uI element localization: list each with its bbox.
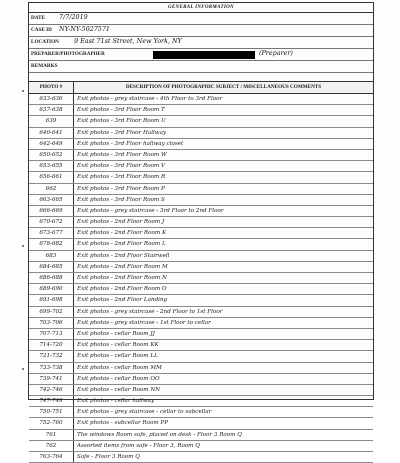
redaction-box	[153, 51, 255, 59]
date-row	[29, 13, 373, 25]
date-label: DATE	[31, 15, 46, 21]
table-row	[29, 105, 373, 116]
photo-description: The windows Room safe, placed on desk - Floor 3 Room Q	[77, 431, 242, 438]
section-title: GENERAL INFORMATION	[29, 3, 373, 13]
table-row	[29, 307, 373, 318]
photo-description: Exit photos - 3rd Floor Hallway	[77, 129, 167, 136]
photo-number: 666-669	[29, 206, 74, 216]
photo-description: Exit photos - 3rd Floor Room S	[77, 196, 165, 203]
photo-number: 747-749	[29, 396, 74, 406]
table-row	[29, 239, 373, 250]
photo-number: 739-741	[29, 374, 74, 384]
margin-mark	[22, 245, 24, 247]
photo-description: Exit photos - 2nd Floor Room K	[77, 230, 167, 237]
photo-number: 670-672	[29, 217, 74, 227]
table-row	[29, 94, 373, 105]
preparer-suffix: (Preparer)	[259, 49, 293, 57]
table-row	[29, 374, 373, 385]
photo-number: 742-746	[29, 385, 74, 395]
photo-description: Exit photos - cellar Room JJ	[77, 330, 155, 337]
photo-description: Exit photos - 2nd Floor Stairwell	[77, 252, 170, 259]
photo-number: 639	[29, 116, 74, 126]
photo-number: 640-641	[29, 128, 74, 138]
table-row	[29, 228, 373, 239]
location-label: LOCATION	[31, 39, 59, 45]
photo-number: 721-732	[29, 351, 74, 361]
table-row	[29, 295, 373, 306]
table-row	[29, 161, 373, 172]
table-row	[29, 217, 373, 228]
photo-number: 686-688	[29, 273, 74, 283]
table-row	[29, 128, 373, 139]
photo-description: Exit photos - grey staircase - cellar to subcellar	[77, 409, 212, 416]
photo-number: 650-652	[29, 150, 74, 160]
table-header	[29, 82, 373, 94]
table-row	[29, 351, 373, 362]
table-row	[29, 184, 373, 195]
photo-number: 762	[29, 441, 74, 451]
preparer-label: PREPARER/PHOTOGRAPHER	[31, 51, 105, 57]
location-value: 9 East 71st Street, New York, NY	[74, 37, 182, 45]
photo-number: 663-665	[29, 195, 74, 205]
photo-number: 763-764	[29, 452, 74, 462]
photo-number: 656-661	[29, 172, 74, 182]
photo-number: 733-738	[29, 363, 74, 373]
photo-number: 761	[29, 430, 74, 440]
table-row	[29, 441, 373, 452]
photo-description: Exit photos - 2nd Floor Room N	[77, 275, 167, 281]
photo-number: 703-706	[29, 318, 74, 328]
table-row	[29, 329, 373, 340]
photo-description: Exit photos - cellar Room MM	[77, 364, 162, 371]
photo-number: 673-677	[29, 228, 74, 238]
case-label: CASE ID	[31, 27, 52, 33]
photo-description: Exit photos - 3rd Floor Room U	[77, 118, 166, 125]
photo-number: 642-649	[29, 139, 74, 149]
photo-number: 637-638	[29, 105, 74, 115]
table-row	[29, 418, 373, 429]
photo-description: Safe - Floor 3 Room Q	[77, 454, 140, 460]
table-row	[29, 284, 373, 295]
table-row	[29, 407, 373, 418]
table-row	[29, 318, 373, 329]
table-row	[29, 251, 373, 262]
table-row	[29, 116, 373, 127]
photo-description: Exit photos - cellar Room LL	[77, 353, 158, 360]
photo-number: 678-682	[29, 239, 74, 249]
photo-description: Exit photos - 3rd Floor Room W	[77, 151, 167, 158]
photo-description: Exit photos - 2nd Floor Room J	[77, 219, 165, 226]
table-row	[29, 430, 373, 441]
photo-description: Exit photos - cellar Room NN	[77, 386, 161, 393]
photo-number: 662	[29, 184, 74, 194]
description-header: DESCRIPTION OF PHOTOGRAPHIC SUBJECT / MISCELLANEOUS COMMENTS	[125, 84, 322, 90]
photo-description: Assorted items from safe - Floor 3, Room Q	[77, 442, 200, 449]
table-row	[29, 452, 373, 463]
photo-description: Exit photos - 2nd Floor Landing	[77, 297, 168, 304]
table-row	[29, 172, 373, 183]
remarks-label: REMARKS	[31, 63, 58, 69]
table-row	[29, 273, 373, 284]
photo-number: 653-655	[29, 161, 74, 171]
photo-description: Exit photos - grey staircase - 1st Floor to cellar	[77, 319, 211, 326]
photo-number: 689-690	[29, 284, 74, 294]
table-row	[29, 396, 373, 407]
photo-description: Exit photos - 3rd Floor Room R	[77, 174, 166, 181]
photo-number: 752-760	[29, 418, 74, 428]
location-row	[29, 37, 373, 49]
preparer-row	[29, 49, 373, 61]
photo-number: 683	[29, 251, 74, 261]
date-value: 7/7/2019	[59, 13, 88, 21]
table-row	[29, 195, 373, 206]
photo-description: Exit photos - 3rd Floor Room V	[77, 163, 166, 170]
photo-description: Exit photos - 2nd Floor Room O	[77, 286, 167, 293]
table-row	[29, 385, 373, 396]
photo-description: Exit photos - 3rd Floor hallway closet	[77, 140, 184, 147]
photo-description: Exit photos - grey staircase - 2nd Floor to 1st Floor	[77, 308, 223, 315]
margin-mark	[22, 368, 24, 370]
table-row	[29, 206, 373, 217]
photo-number: 691-698	[29, 295, 74, 305]
photo-number: 714-720	[29, 340, 74, 350]
photo-log-table	[29, 94, 373, 463]
table-row	[29, 363, 373, 374]
photo-number: 699-702	[29, 307, 74, 317]
photo-number: 684-685	[29, 262, 74, 272]
case-row	[29, 25, 373, 37]
margin-mark	[22, 90, 24, 92]
photo-description: Exit photos - cellar hallway	[77, 398, 155, 405]
photo-description: Exit photos - grey staircase - 4th Floor to 3rd Floor	[77, 96, 223, 102]
table-row	[29, 262, 373, 273]
photo-description: Exit photos - cellar Room OO	[77, 375, 160, 382]
photo-description: Exit photos - 3rd Floor Room T	[77, 107, 165, 114]
photo-log-form	[28, 2, 374, 460]
photo-description: Exit photos - 2nd Floor Room M	[77, 263, 168, 270]
table-row	[29, 150, 373, 161]
photo-number: 633-636	[29, 94, 74, 104]
photo-description: Exit photos - grey staircase - 3rd Floor to 2nd Floor	[77, 207, 224, 214]
remarks-row	[29, 61, 373, 73]
photo-description: Exit photos - subcellar Room PP	[77, 420, 168, 427]
photo-description: Exit photos - 2nd Floor Room L	[77, 241, 166, 248]
photo-number: 707-713	[29, 329, 74, 339]
case-value: NY-NY-5027571	[59, 25, 110, 33]
table-row	[29, 340, 373, 351]
photo-number: 750-751	[29, 407, 74, 417]
table-row	[29, 139, 373, 150]
photo-description: Exit photos - 3rd Floor Room P	[77, 185, 165, 192]
photo-description: Exit photos - cellar Room KK	[77, 342, 159, 349]
form-gap	[29, 73, 373, 82]
photo-number-header: PHOTO #	[29, 82, 74, 93]
